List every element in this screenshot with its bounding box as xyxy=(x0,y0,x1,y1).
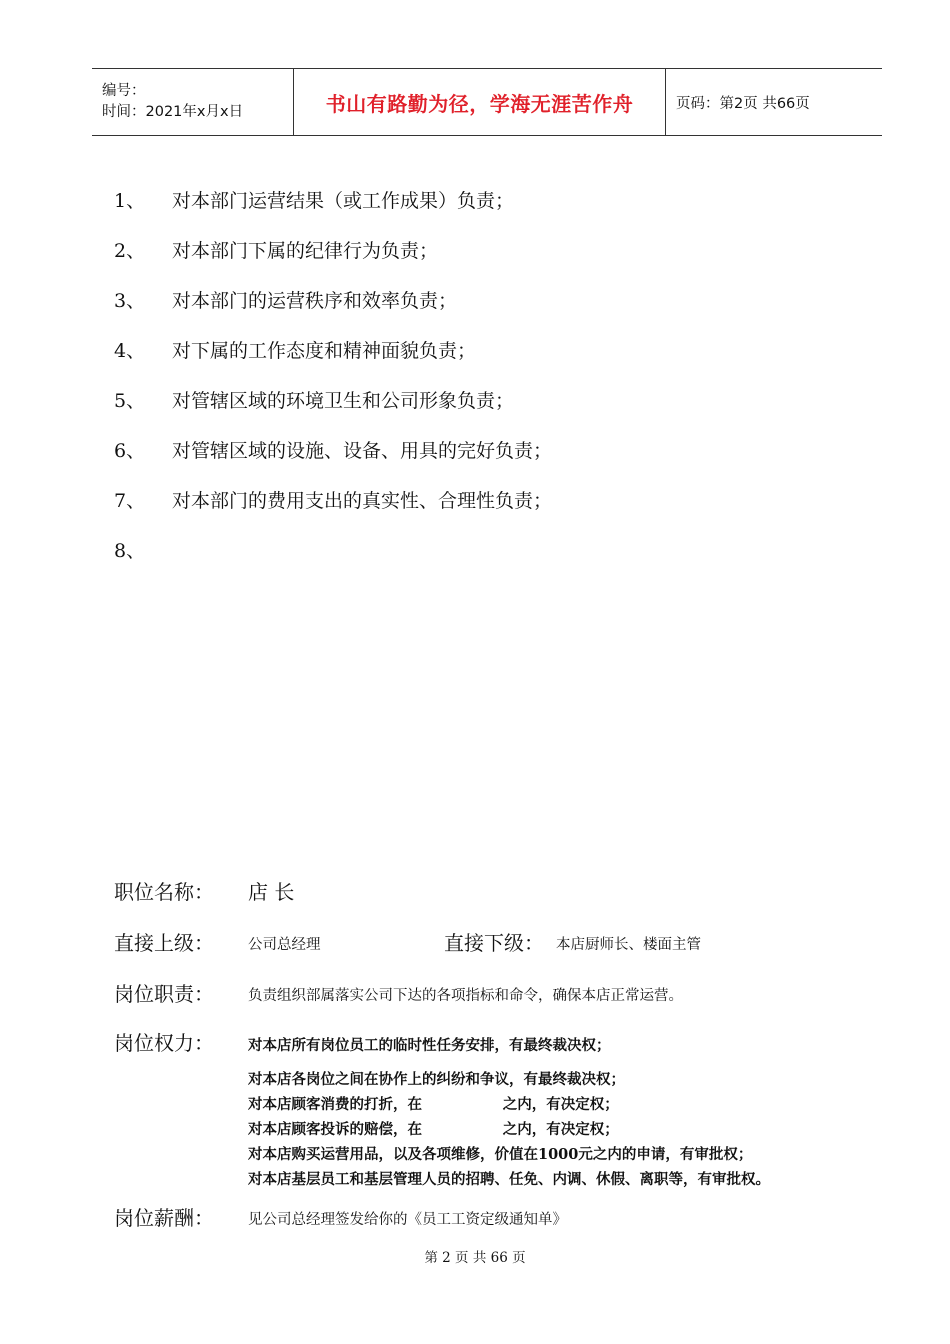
header-page-number: 页码：第2页 共66页 xyxy=(676,95,810,112)
superior-label: 直接上级： xyxy=(114,931,214,955)
authority-item: 对本店基层员工和基层管理人员的招聘、任免、内调、休假、离职等，有审批权。 xyxy=(248,1171,770,1188)
authority-label: 岗位权力： xyxy=(114,1031,214,1055)
position-name-label: 职位名称： xyxy=(114,880,214,904)
header-motto: 书山有路勤为径，学海无涯苦作舟 xyxy=(325,91,634,116)
page-footer: 第 2 页 共 66 页 xyxy=(424,1250,526,1266)
list-item-text: 对管辖区域的设施、设备、用具的完好负责； xyxy=(172,439,553,462)
list-item-text: 对本部门的费用支出的真实性、合理性负责； xyxy=(172,489,553,512)
list-item-text: 对本部门的运营秩序和效率负责； xyxy=(172,289,458,312)
list-item-number: 2、 xyxy=(114,239,146,262)
list-item xyxy=(114,474,552,524)
list-item-number: 5、 xyxy=(114,389,146,412)
header-motto-cell xyxy=(293,69,666,135)
page-header xyxy=(92,68,882,136)
list-item xyxy=(114,524,552,574)
duty-value: 负责组织部属落实公司下达的各项指标和命令，确保本店正常运营。 xyxy=(248,988,683,1004)
list-item-text: 对下属的工作态度和精神面貌负责； xyxy=(172,339,477,362)
list-item xyxy=(114,424,552,474)
list-item-number: 4、 xyxy=(114,339,146,362)
list-item xyxy=(114,274,552,324)
responsibility-list xyxy=(114,174,552,574)
position-name-value: 店 长 xyxy=(248,880,295,904)
authority-item: 对本店所有岗位员工的临时性任务安排，有最终裁决权； xyxy=(248,1037,611,1054)
list-item xyxy=(114,374,552,424)
list-item-number: 8、 xyxy=(114,539,146,562)
list-item xyxy=(114,324,552,374)
document-number-label: 编号： xyxy=(102,83,146,99)
list-item-number: 6、 xyxy=(114,439,146,462)
list-item-number: 7、 xyxy=(114,489,146,512)
salary-value: 见公司总经理签发给你的《员工工资定级通知单》 xyxy=(248,1212,567,1228)
authority-item: 对本店顾客投诉的赔偿，在 之内，有决定权； xyxy=(248,1121,619,1138)
list-item xyxy=(114,174,552,224)
list-item-number: 3、 xyxy=(114,289,146,312)
list-item xyxy=(114,224,552,274)
subordinate-value: 本店厨师长、楼面主管 xyxy=(556,937,701,953)
header-page-cell xyxy=(666,69,882,135)
superior-value: 公司总经理 xyxy=(248,937,321,953)
list-item-text: 对管辖区域的环境卫生和公司形象负责； xyxy=(172,389,515,412)
salary-label: 岗位薪酬： xyxy=(114,1206,214,1230)
list-item-text: 对本部门运营结果（或工作成果）负责； xyxy=(172,189,515,212)
list-item-text: 对本部门下属的纪律行为负责； xyxy=(172,239,439,262)
authority-item: 对本店各岗位之间在协作上的纠纷和争议，有最终裁决权； xyxy=(248,1071,625,1088)
authority-item: 对本店购买运营用品，以及各项维修，价值在1000元之内的申请，有审批权； xyxy=(248,1146,753,1163)
subordinate-label: 直接下级： xyxy=(444,931,544,955)
list-item-number: 1、 xyxy=(114,189,146,212)
document-time: 时间：2021年x月x日 xyxy=(102,104,244,120)
authority-item: 对本店顾客消费的打折，在 之内，有决定权； xyxy=(248,1096,619,1113)
duty-label: 岗位职责： xyxy=(114,982,214,1006)
header-meta xyxy=(92,69,293,135)
